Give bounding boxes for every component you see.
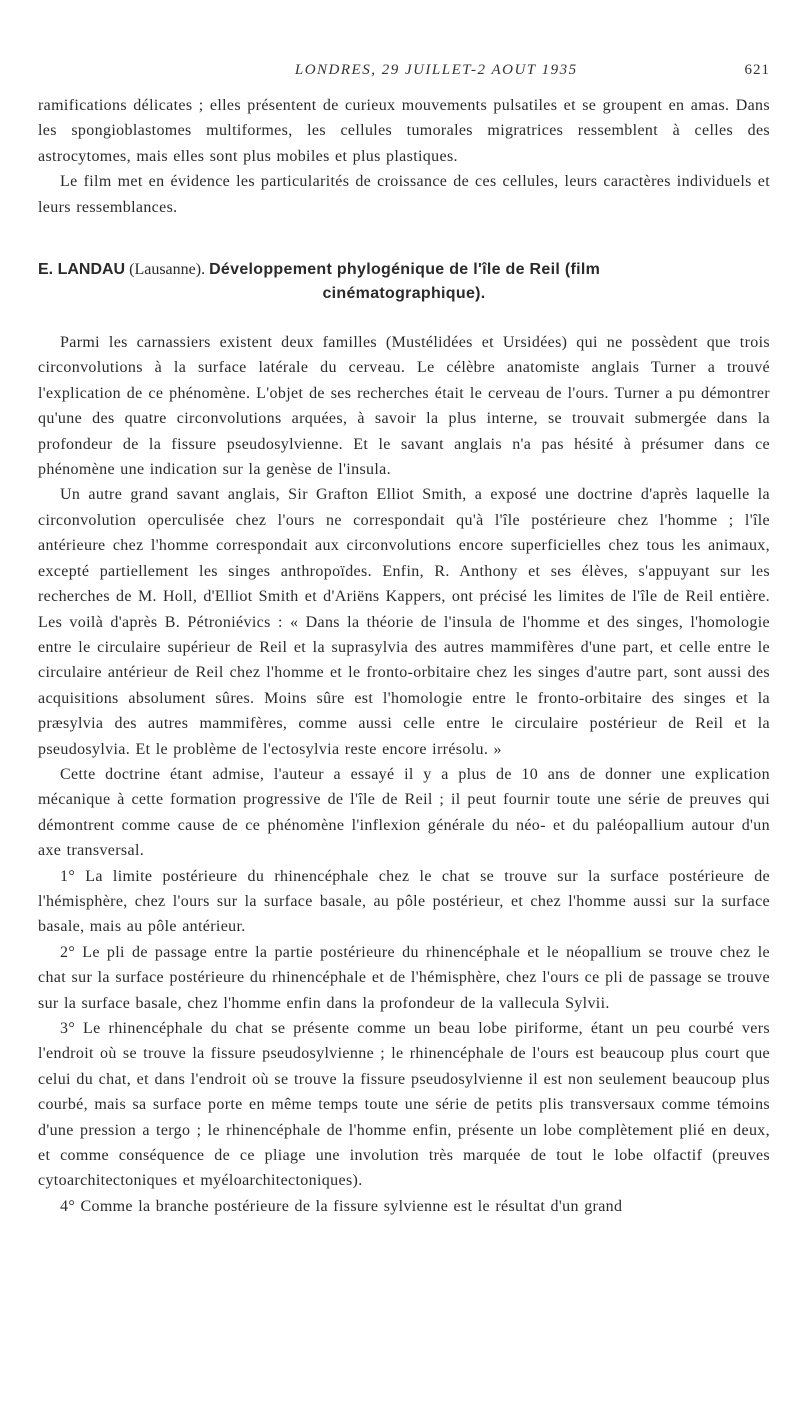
article-location: (Lausanne).: [129, 261, 206, 279]
article-heading-line2: [38, 282, 770, 306]
article-title-line2: cinématographique).: [322, 285, 486, 303]
body-paragraph: Cette doctrine étant admise, l'auteur a essayé il y a plus de 10 ans de donner une explication mécanique à cette formation progressive de l'île de Reil ; il peut fournir toute une série de preuves qui démontrent comme cause de ce phénomène l'inflexion générale du néo- et du paléopallium autour d'un axe transversal.: [38, 765, 770, 860]
page-number: 621: [744, 62, 770, 78]
article-heading: [38, 258, 770, 306]
body-paragraph: Parmi les carnassiers existent deux familles (Mustélidées et Ursidées) qui ne possèdent que trois circonvolutions à la surface latérale du cerveau. Le célèbre anatomiste anglais Turner a trouvé l'explication de ce phénomène. L'objet de ses recherches était le cerveau de l'ours. Turner a pu démontrer qu'une des quatre circonvolutions arquées, à savoir la plus interne, se trouvait submergée dans la profondeur de la fissure pseudosylvienne. Et le savant anglais n'a pas hésité à présumer dans ce phénomène une indication sur la genèse de l'insula.: [38, 334, 770, 479]
body-paragraph: 2° Le pli de passage entre la partie postérieure du rhinencéphale et le néopallium se trouve chez le chat sur la surface postérieure du rhinencéphale et de l'hémisphère, chez l'ours ce pli de passage se trouve sur la surface basale, chez l'homme enfin dans la profondeur de la vallecula Sylvii.: [38, 943, 770, 1012]
article-heading-line1: [38, 258, 770, 282]
body-paragraph: 3° Le rhinencéphale du chat se présente comme un beau lobe piriforme, étant un peu courbé vers l'endroit où se trouve la fissure pseudosylvienne ; le rhinencéphale de l'ours est beaucoup plus court que celui du chat, et dans l'endroit où se trouve la fissure pseudosylvienne il est non seulement beaucoup plus courbé, mais sa surface porte en même temps toute une série de petits plis transversaux comme témoins d'une pression a tergo ; le rhinencéphale de l'homme enfin, présente un lobe complètement plié en deux, et comme conséquence de ce pliage une involution très marquée de tout le lobe olfactif (preuves cytoarchitectoniques et myéloarchitectoniques).: [38, 1020, 770, 1190]
intro-paragraph: Le film met en évidence les particularités de croissance de ces cellules, leurs caractères individuels et leurs ressemblances.: [38, 173, 770, 216]
intro-paragraph: ramifications délicates ; elles présentent de curieux mouvements pulsatiles et se groupent en amas. Dans les spongioblastomes multiformes, les cellules tumorales migratrices ressemblent à celles des astrocytomes, mais elles sont plus mobiles et plus plastiques.: [38, 97, 770, 165]
body-paragraph: 1° La limite postérieure du rhinencéphale chez le chat se trouve sur la surface postérieure de l'hémisphère, chez l'ours sur la surface basale, au pôle postérieur, et chez l'homme aussi sur la surface basale, mais au pôle antérieur.: [38, 867, 770, 936]
running-header-title: LONDRES, 29 JUILLET-2 AOUT 1935: [294, 62, 578, 78]
article-author: E. LANDAU: [38, 261, 126, 279]
running-header: [38, 62, 770, 79]
body-paragraph: Un autre grand savant anglais, Sir Grafton Elliot Smith, a exposé une doctrine d'après laquelle la circonvolution operculisée chez l'ours ne correspondait qu'à l'île postérieure chez l'homme ; l'île antérieure chez l'homme correspondait aux circonvolutions encore superficielles chez tous les animaux, excepté partiellement les singes anthropoïdes. Enfin, R. Anthony et ses élèves, s'appuyant sur les recherches de M. Holl, d'Elliot Smith et d'Ariëns Kappers, ont précisé les limites de l'île de Reil entière. Les voilà d'après B. Pétroniévics : « Dans la théorie de l'insula de l'homme et des singes, l'homologie entre le circulaire supérieur de Reil et la suprasylvia des autres mammifères d'une part, et celle entre le circulaire antérieur de Reil chez l'homme et le fronto-orbitaire chez les singes d'autre part, sont aussi des acquisitions absolument sûres. Moins sûre est l'homologie entre le fronto-orbitaire des singes et la præsylvia des autres mammifères, comme aussi celle entre le circulaire postérieur de Reil et la pseudosylvia. Et le problème de l'ectosylvia reste encore irrésolu. »: [38, 486, 770, 758]
article-title-line1: Développement phylogénique de l'île de Reil (film: [209, 261, 601, 279]
body-paragraph: 4° Comme la branche postérieure de la fissure sylvienne est le résultat d'un grand: [60, 1197, 623, 1215]
